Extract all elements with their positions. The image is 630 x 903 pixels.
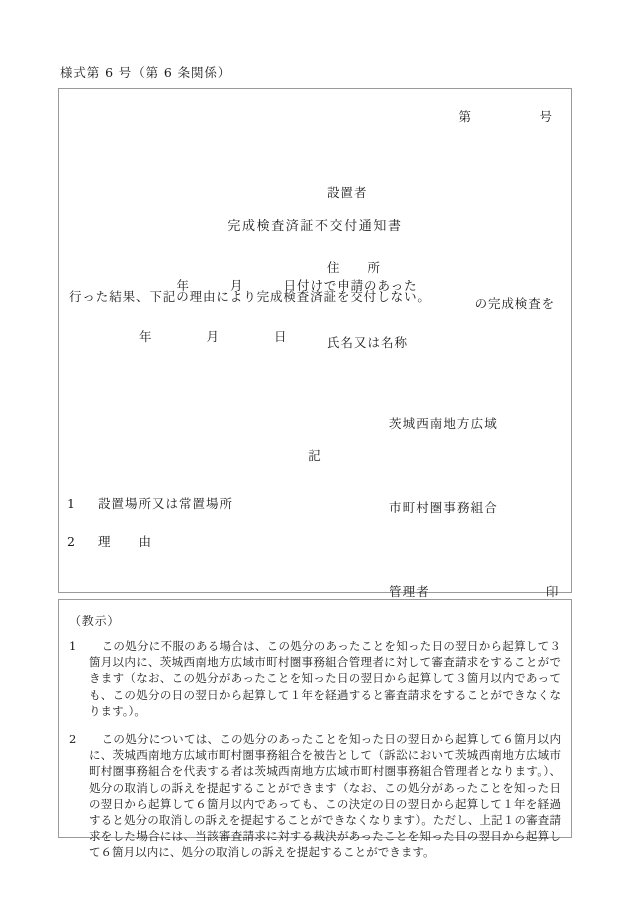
issuer-role-label: 管理者 <box>389 584 430 599</box>
instruction-item <box>67 638 561 719</box>
instruction-item-text: この処分に不服のある場合は、この処分のあったことを知った日の翌日から起算して３箇月以内に、茨城西南地方広域市町村圏事務組合管理者に対して審査請求をすることができます（なお、この処分があったことを知った日の翌日から起算して３箇月以内であっても、この処分の日の翌日から起算して１年を経過すると審査請求をすることができなくなります。）。 <box>89 639 561 718</box>
body-line-2: 行った結果、下記の理由により完成検査済証を交付しない。 <box>69 289 431 304</box>
name-label: 氏名又は名称 <box>327 335 409 350</box>
body-line-1-lead: 年 月 日付けで申請のあった <box>136 278 418 293</box>
instruction-item <box>67 731 561 861</box>
address-label: 住 所 <box>327 260 382 275</box>
instruction-item-text: この処分については、この処分のあったことを知った日の翌日から起算して６箇月以内に、茨城西南地方広域市町村圏事務組合を被告として（訴訟において茨城西南地方広域市町村圏事務組合を代表する者は茨城西南地方広域市町村圏事務組合管理者となります。）、処分の取消しの訴えを提起することができます（なお、この処分があったことを知った日の翌日から起算して６箇月以内であっても、この決定の日の翌日から起算して１年を経過すると処分の取消しの訴えを提起することができなくなります）。ただし、上記１の審査請求をした場合には、当該審査請求に対する裁決があったことを知った日の翌日から起算して６箇月以内に、処分の取消しの訴えを提起することができます。 <box>89 732 561 860</box>
issue-date-line: 年 月 日 <box>139 329 288 344</box>
notification-body-box <box>58 88 572 599</box>
instruction-list <box>67 638 561 873</box>
document-title: 完成検査済証不交付通知書 <box>227 219 403 234</box>
item-reason <box>67 532 152 550</box>
body-line-1-tail: の完成検査を <box>474 296 555 311</box>
item-1-label: 設置場所又は常置場所 <box>97 496 233 511</box>
ki-mark: 記 <box>308 448 322 463</box>
seal-mark: 印 <box>545 584 560 599</box>
form-number: 様式第 6 号（第 6 条関係） <box>60 65 232 80</box>
document-number-field: 第 号 <box>458 109 553 124</box>
installer-label: 設置者 <box>327 185 368 200</box>
item-2-label: 理 由 <box>97 534 152 549</box>
issuer-line-1: 茨城西南地方広域 <box>389 416 498 431</box>
issuer-line-2: 市町村圏事務組合 <box>389 500 498 515</box>
instruction-heading: （教示） <box>69 614 121 628</box>
instruction-box <box>58 599 572 860</box>
item-1-number: 1 <box>67 496 76 511</box>
instruction-item-number: 1 <box>69 639 77 653</box>
instruction-item-number: 2 <box>69 732 77 747</box>
item-2-number: 2 <box>67 534 76 549</box>
item-installation-location <box>67 494 233 512</box>
